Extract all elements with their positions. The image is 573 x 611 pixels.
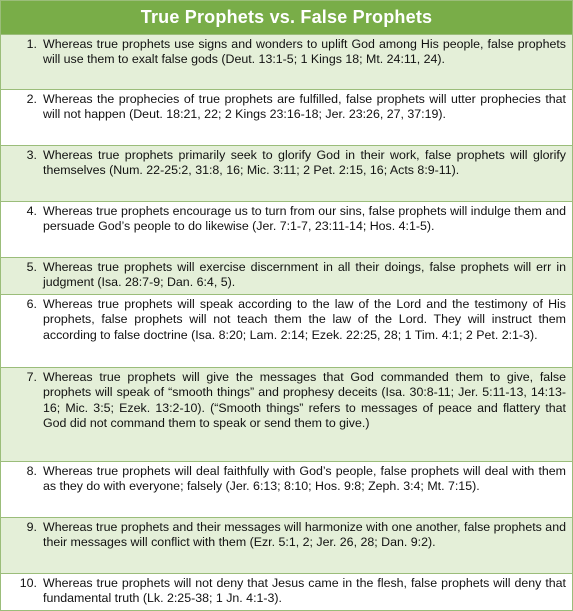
row-number: 5. xyxy=(26,260,37,274)
table-row xyxy=(1,258,572,295)
row-number: 7. xyxy=(26,370,37,384)
table-row xyxy=(1,90,572,146)
table-row xyxy=(1,462,572,518)
row-text: Whereas true prophets will exercise discernment in all their doings, false prophets will err in judgment (Isa. 28:7-9; Dan. 6:4, 5). xyxy=(43,260,566,290)
row-number: 1. xyxy=(26,37,37,51)
table-row xyxy=(1,35,572,90)
row-number: 4. xyxy=(26,204,37,218)
table-row xyxy=(1,518,572,574)
row-text: Whereas true prophets use signs and wonders to uplift God among His people, false prophets will use them to exalt false gods (Deut. 13:1-5; 1 Kings 18; Mt. 24:11, 24). xyxy=(43,37,566,67)
row-text: Whereas the prophecies of true prophets are fulfilled, false prophets will utter prophecies that will not happen (Deut. 18:21, 22; 2 Kings 23:16-18; Jer. 23:26, 27, 37:19). xyxy=(43,92,566,122)
row-text: Whereas true prophets and their messages will harmonize with one another, false prophets and their messages will conflict with them (Ezr. 5:1, 2; Jer. 26, 28; Dan. 9:2). xyxy=(43,520,566,550)
table-row xyxy=(1,146,572,202)
row-number: 6. xyxy=(26,297,37,311)
row-text: Whereas true prophets encourage us to turn from our sins, false prophets will indulge them and persuade God’s people to do likewise (Jer. 7:1-7, 23:11-14; Hos. 4:1-5). xyxy=(43,204,566,234)
row-number: 10. xyxy=(19,576,37,590)
row-number: 2. xyxy=(26,92,37,106)
row-number: 8. xyxy=(26,464,37,478)
row-text: Whereas true prophets will speak according to the law of the Lord and the testimony of His prophets, false prophets will not teach them the law of the Lord. They will instruct them according to false doctrine (Isa. 8:20; Lam. 2:14; Ezek. 22:25, 28; 1 Tim. 4:1; 2 Pet. 2:1-3). xyxy=(43,297,566,342)
row-number: 9. xyxy=(26,520,37,534)
row-text: Whereas true prophets will give the messages that God commanded them to give, false prophets will speak of “smooth things” and prophesy deceits (Isa. 30:8-11; Jer. 5:11-13, 14:13-16; Mic. 3:5; Ezek. 13:2-10). (“Smooth things” refers to messages of peace and flattery that God did not command them to speak or send them to give.) xyxy=(43,370,566,431)
table-row xyxy=(1,574,572,610)
row-text: Whereas true prophets will deal faithfully with God’s people, false prophets will deal with them as they do with everyone; falsely (Jer. 6:13; 8:10; Hos. 9:8; Zeph. 3:4; Mt. 7:15). xyxy=(43,464,566,494)
table-row xyxy=(1,202,572,258)
row-number: 3. xyxy=(26,148,37,162)
table-row xyxy=(1,295,572,368)
table-title: True Prophets vs. False Prophets xyxy=(1,1,572,35)
table-row xyxy=(1,368,572,462)
row-text: Whereas true prophets primarily seek to glorify God in their work, false prophets will glorify themselves (Num. 22-25:2, 31:8, 16; Mic. 3:11; 2 Pet. 2:15, 16; Acts 8:9-11). xyxy=(43,148,566,178)
row-text: Whereas true prophets will not deny that Jesus came in the flesh, false prophets will deny that fundamental truth (Lk. 2:25-38; 1 Jn. 4:1-3). xyxy=(43,576,566,606)
